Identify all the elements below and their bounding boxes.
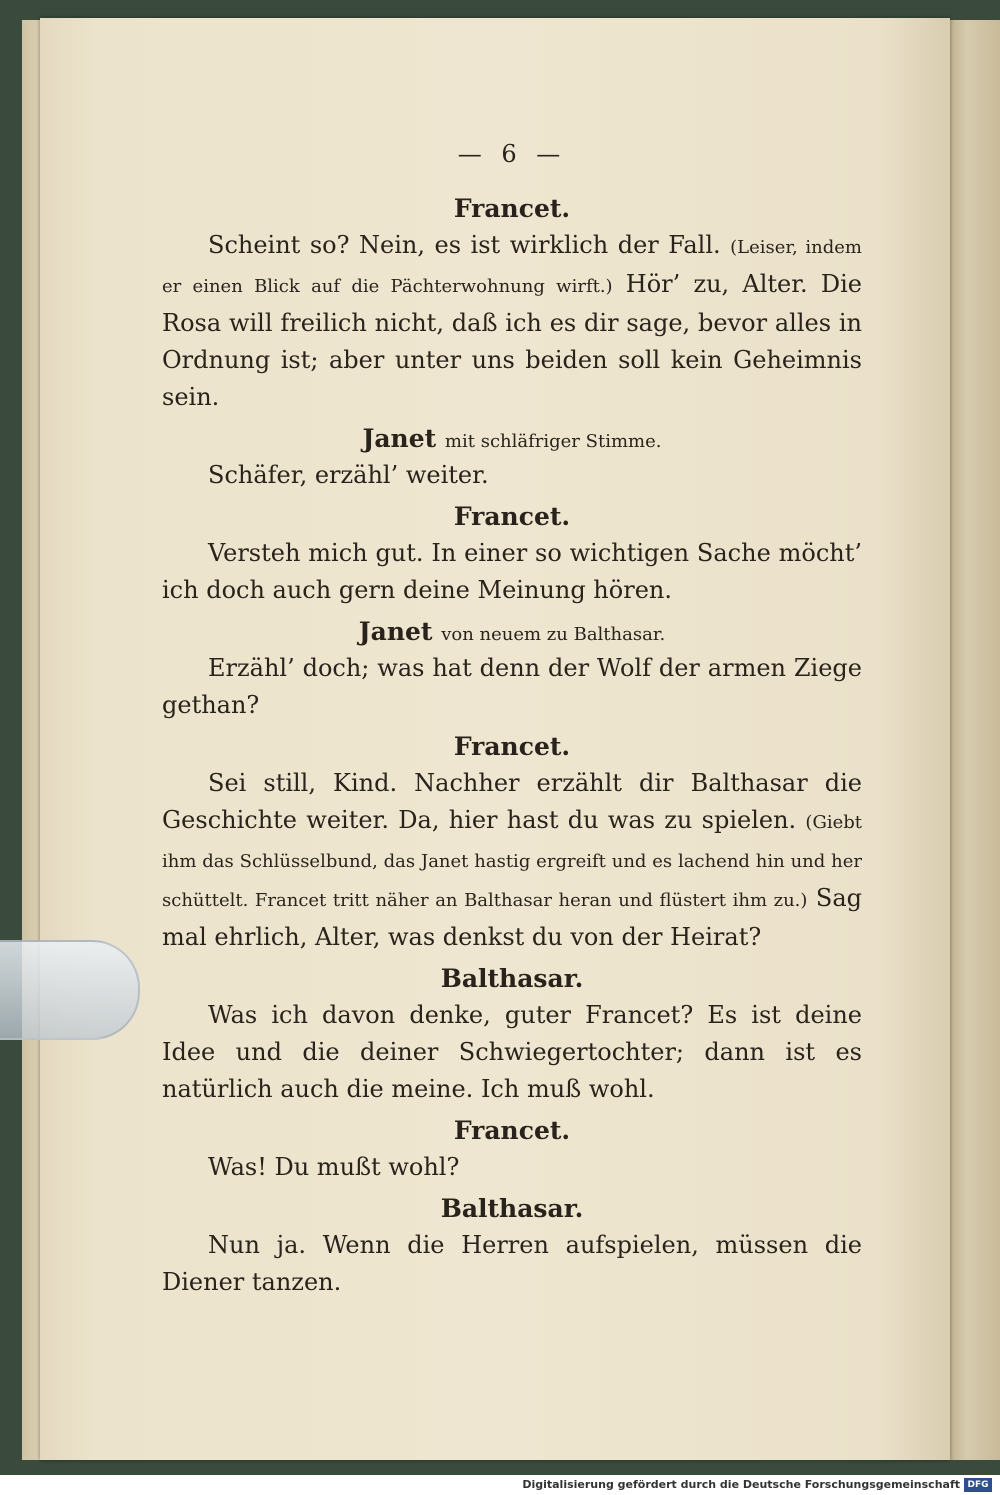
- page-text: [162, 140, 862, 1301]
- speaker-name: Balthasar.: [440, 1194, 584, 1223]
- speaker-name: Francet.: [453, 194, 571, 223]
- dialogue-block: [162, 502, 862, 609]
- speech-text: Erzähl’ doch; was hat denn der Wolf der armen Ziege gethan?: [162, 654, 862, 719]
- dfg-logo: DFG: [964, 1478, 992, 1492]
- speech-text: Versteh mich gut. In einer so wichtigen Sache möcht’ ich doch auch gern deine Meinung hören.: [162, 539, 862, 604]
- page-edge-right: [945, 20, 1000, 1460]
- speaker-name: Francet.: [453, 732, 571, 761]
- funding-credit: Digitalisierung gefördert durch die Deutsche Forschungsgemeinschaft: [522, 1478, 960, 1491]
- footer-bar: [0, 1475, 1000, 1495]
- speech-text: Sei still, Kind. Nachher erzählt dir Balthasar die Geschichte weiter. Da, hier hast du was zu spielen. (Giebt ihm das Schlüsselbund, das Janet hastig ergreift und es lachend hin und her schüttelt. Francet tritt näher an Balthasar heran und flüstert ihm zu.) Sag mal ehrlich, Alter, was denkst du von der Heirat?: [162, 769, 862, 951]
- dialogue-block: [162, 964, 862, 1108]
- page-clip: [0, 940, 140, 1040]
- speech-text: Nun ja. Wenn die Herren aufspielen, müssen die Diener tanzen.: [162, 1231, 862, 1296]
- speaker-name: Balthasar.: [440, 964, 584, 993]
- dialogue-block: [162, 617, 862, 724]
- dialogue-block: [162, 424, 862, 494]
- stage-direction: (Leiser, indem er einen Blick auf die Pächterwohnung wirft.): [162, 237, 862, 297]
- speech-text: Scheint so? Nein, es ist wirklich der Fall. (Leiser, indem er einen Blick auf die Pächterwohnung wirft.) Hör’ zu, Alter. Die Rosa will freilich nicht, daß ich es dir sage, bevor alles in Ordnung ist; aber unter uns beiden soll kein Geheimnis sein.: [162, 231, 862, 411]
- speaker-name: Francet.: [453, 502, 571, 531]
- speech-text: Schäfer, erzähl’ weiter.: [208, 461, 489, 489]
- speaker-name: Janet von neuem zu Balthasar.: [358, 617, 666, 646]
- speech-text: Was! Du mußt wohl?: [208, 1153, 460, 1181]
- dialogue-block: [162, 194, 862, 416]
- speech-text: Was ich davon denke, guter Francet? Es ist deine Idee und die deiner Schwiegertochter; dann ist es natürlich auch die meine. Ich muß wohl.: [162, 1001, 862, 1103]
- dialogue-block: [162, 732, 862, 956]
- speaker-name: Janet mit schläfriger Stimme.: [362, 424, 662, 453]
- speaker-direction: mit schläfriger Stimme.: [444, 431, 662, 452]
- stage-direction: (Giebt ihm das Schlüsselbund, das Janet hastig ergreift und es lachend hin und her schüttelt. Francet tritt näher an Balthasar heran und flüstert ihm zu.): [162, 812, 862, 911]
- dialogue-block: [162, 1194, 862, 1301]
- dialogue-block: [162, 1116, 862, 1186]
- speaker-direction: von neuem zu Balthasar.: [441, 624, 666, 645]
- speaker-name: Francet.: [453, 1116, 571, 1145]
- page-number: — 6 —: [457, 140, 567, 168]
